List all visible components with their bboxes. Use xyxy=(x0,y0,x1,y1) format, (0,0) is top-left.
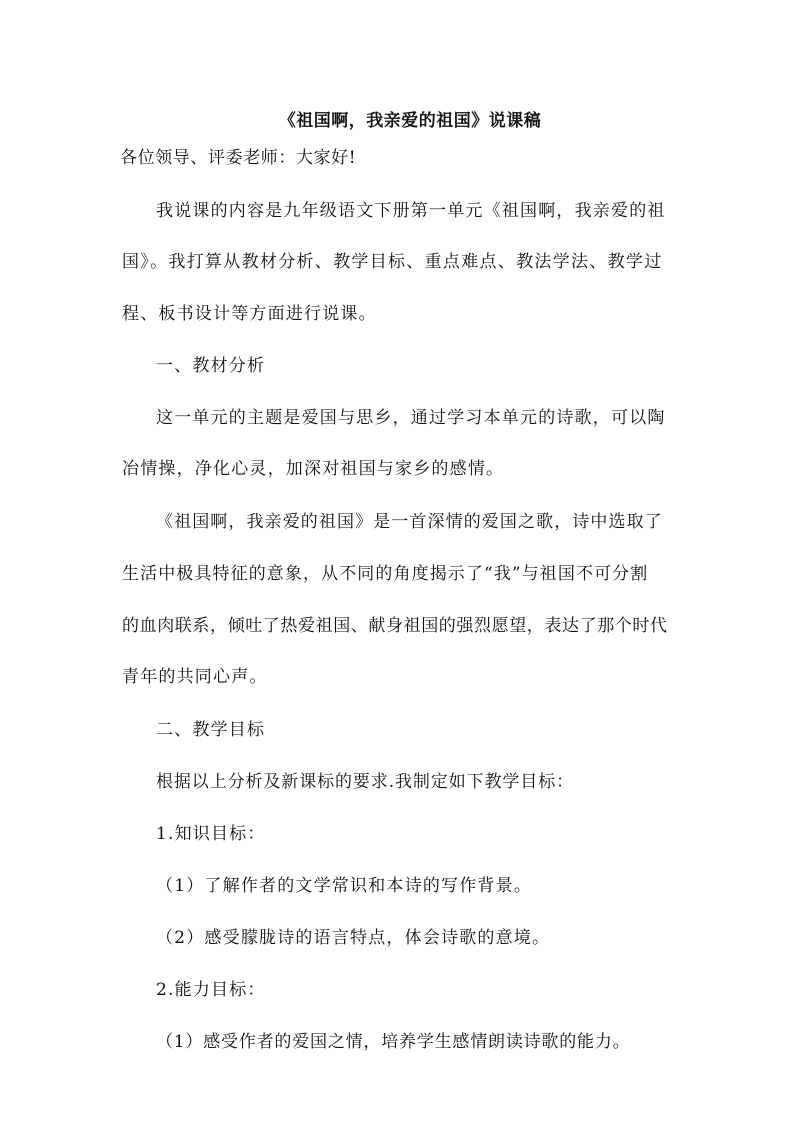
ability-goal-item-1: （1）感受作者的爱国之情，培养学生感情朗读诗歌的能力。 xyxy=(156,1032,631,1052)
goals-intro: 根据以上分析及新课标的要求.我制定如下教学目标： xyxy=(156,772,575,792)
materials-para1-line1: 这一单元的主题是爱国与思乡，通过学习本单元的诗歌，可以陶 xyxy=(156,408,666,428)
knowledge-goal-item-1: （1）了解作者的文学常识和本诗的写作背景。 xyxy=(156,876,533,896)
materials-para2-line3: 的血肉联系，倾吐了热爱祖国、献身祖国的强烈愿望，表达了那个时代 xyxy=(122,616,668,636)
ability-goal-heading: 2.能力目标： xyxy=(156,980,266,1000)
intro-line-1: 我说课的内容是九年级语文下册第一单元《祖国啊，我亲爱的祖 xyxy=(156,201,666,221)
intro-line-2: 国》。我打算从教材分析、教学目标、重点难点、教法学法、教学过 xyxy=(122,252,663,272)
materials-para2-line4: 青年的共同心声。 xyxy=(122,667,268,687)
greeting: 各位领导、评委老师：大家好! xyxy=(120,148,357,168)
knowledge-goal-heading: 1.知识目标： xyxy=(156,824,266,844)
materials-para1-line2: 冶情操，净化心灵，加深对祖国与家乡的感情。 xyxy=(122,459,505,479)
knowledge-goal-item-2: （2）感受朦胧诗的语言特点，体会诗歌的意境。 xyxy=(156,928,551,948)
materials-para2-line1: 《祖国啊，我亲爱的祖国》是一首深情的爱国之歌，诗中选取了 xyxy=(156,512,663,532)
section-heading-materials: 一、教材分析 xyxy=(156,356,266,376)
section-heading-goals: 二、教学目标 xyxy=(156,720,266,740)
materials-para2-line2: 生活中极具特征的意象，从不同的角度揭示了“我”与祖国不可分割 xyxy=(122,564,649,584)
intro-line-3: 程、板书设计等方面进行说课。 xyxy=(122,304,377,324)
document-title: 《祖国啊，我亲爱的祖国》说课稿 xyxy=(278,111,542,131)
